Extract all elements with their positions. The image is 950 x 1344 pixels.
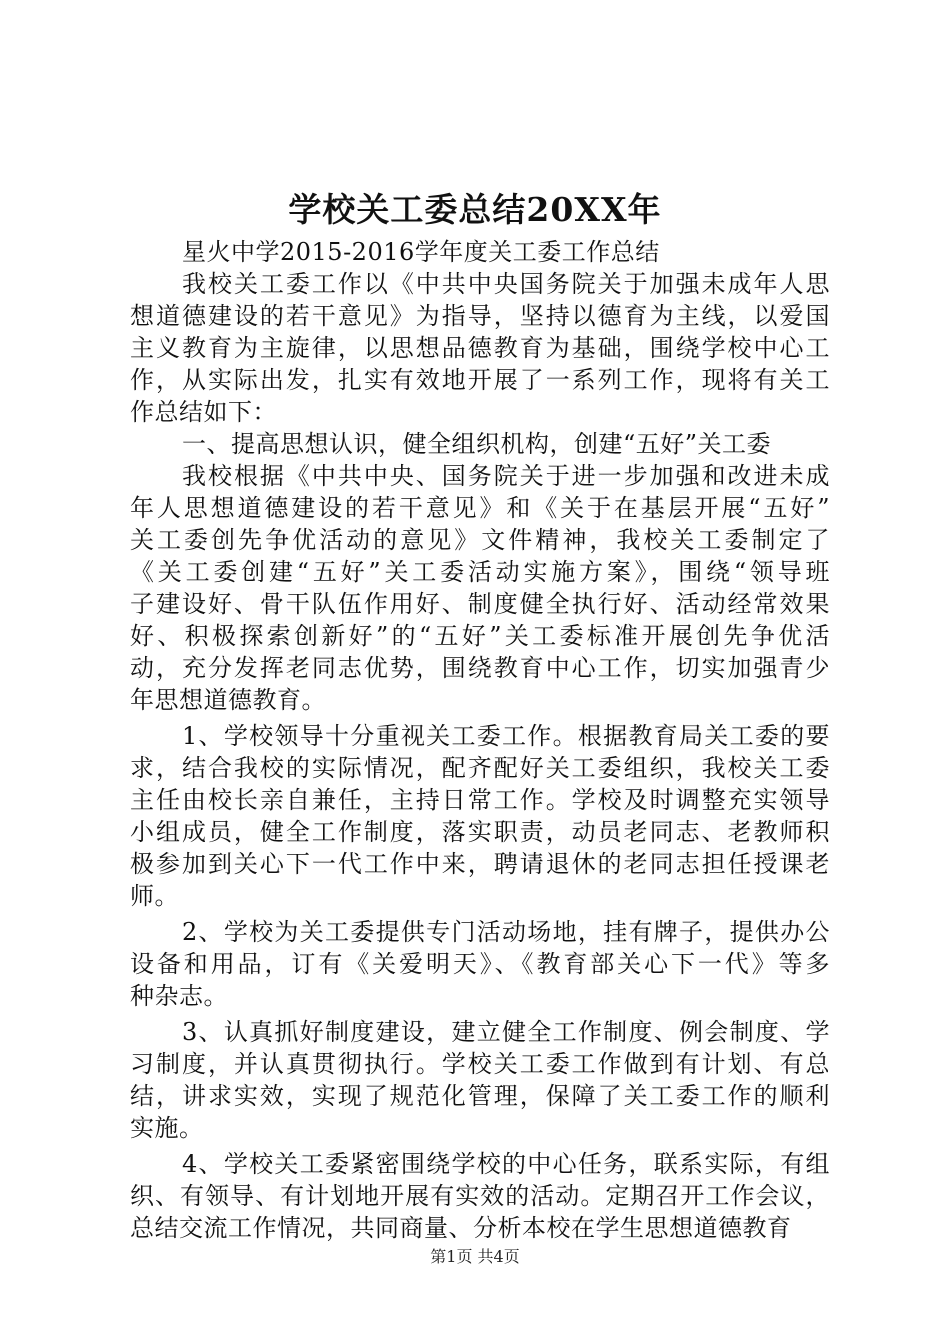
paragraph-line: 小组成员，健全工作制度，落实职责，动员老同志、老教师积 <box>130 818 830 846</box>
paragraph-line: 作，从实际出发，扎实有效地开展了一系列工作，现将有关工 <box>130 366 830 394</box>
paragraph <box>130 460 830 720</box>
paragraph <box>130 916 830 1016</box>
paragraph <box>130 428 830 460</box>
paragraph-line: 星火中学2015-2016学年度关工委工作总结 <box>182 238 660 266</box>
paragraph <box>130 268 830 428</box>
paragraph-line: 1、学校领导十分重视关工委工作。根据教育局关工委的要 <box>182 722 830 750</box>
paragraph-line: 年人思想道德建设的若干意见》和《关于在基层开展“五好” <box>130 494 830 522</box>
paragraph-line: 结，讲求实效，实现了规范化管理，保障了关工委工作的顺利 <box>130 1082 830 1110</box>
paragraph-line: 我校根据《中共中央、国务院关于进一步加强和改进未成 <box>182 462 830 490</box>
paragraph-line: 动，充分发挥老同志优势，围绕教育中心工作，切实加强青少 <box>130 654 830 682</box>
paragraph-line: 主义教育为主旋律，以思想品德教育为基础，围绕学校中心工 <box>130 334 830 362</box>
paragraph-line: 作总结如下： <box>130 398 277 426</box>
paragraph-line: 种杂志。 <box>130 982 228 1010</box>
paragraph-line: 好、积极探索创新好”的“五好”关工委标准开展创先争优活 <box>130 622 830 650</box>
page-footer: 第1页 共4页 <box>430 1247 520 1266</box>
paragraph-line: 3、认真抓好制度建设，建立健全工作制度、例会制度、学 <box>182 1018 830 1046</box>
paragraph-line: 主任由校长亲自兼任，主持日常工作。学校及时调整充实领导 <box>130 786 830 814</box>
paragraph-line: 年思想道德教育。 <box>130 686 326 714</box>
paragraph-line: 想道德建设的若干意见》为指导，坚持以德育为主线，以爱国 <box>130 302 830 330</box>
document-body <box>130 236 830 1244</box>
paragraph <box>130 236 830 268</box>
paragraph <box>130 720 830 916</box>
paragraph-line: 实施。 <box>130 1114 204 1142</box>
paragraph-line: 我校关工委工作以《中共中央国务院关于加强未成年人思 <box>182 270 830 298</box>
paragraph-line: 极参加到关心下一代工作中来，聘请退休的老同志担任授课老 <box>130 850 830 878</box>
paragraph-line: 4、学校关工委紧密围绕学校的中心任务，联系实际，有组 <box>182 1150 830 1178</box>
paragraph-line: 织、有领导、有计划地开展有实效的活动。定期召开工作会议， <box>130 1182 830 1210</box>
paragraph <box>130 1016 830 1148</box>
paragraph <box>130 1148 830 1244</box>
paragraph-line: 《关工委创建“五好”关工委活动实施方案》，围绕“领导班 <box>130 558 830 586</box>
paragraph-line: 设备和用品，订有《关爱明天》、《教育部关心下一代》等多 <box>130 950 830 978</box>
document-title: 学校关工委总结20XX年 <box>288 190 662 229</box>
paragraph-line: 总结交流工作情况，共同商量、分析本校在学生思想道德教育 <box>130 1214 792 1242</box>
paragraph-line: 2、学校为关工委提供专门活动场地，挂有牌子，提供办公 <box>182 918 830 946</box>
paragraph-line: 一、提高思想认识，健全组织机构，创建“五好”关工委 <box>182 430 772 458</box>
paragraph-line: 习制度，并认真贯彻执行。学校关工委工作做到有计划、有总 <box>130 1050 830 1078</box>
paragraph-line: 关工委创先争优活动的意见》文件精神，我校关工委制定了 <box>130 526 830 554</box>
paragraph-line: 师。 <box>130 882 179 910</box>
paragraph-line: 求，结合我校的实际情况，配齐配好关工委组织，我校关工委 <box>130 754 830 782</box>
paragraph-line: 子建设好、骨干队伍作用好、制度健全执行好、活动经常效果 <box>130 590 830 618</box>
